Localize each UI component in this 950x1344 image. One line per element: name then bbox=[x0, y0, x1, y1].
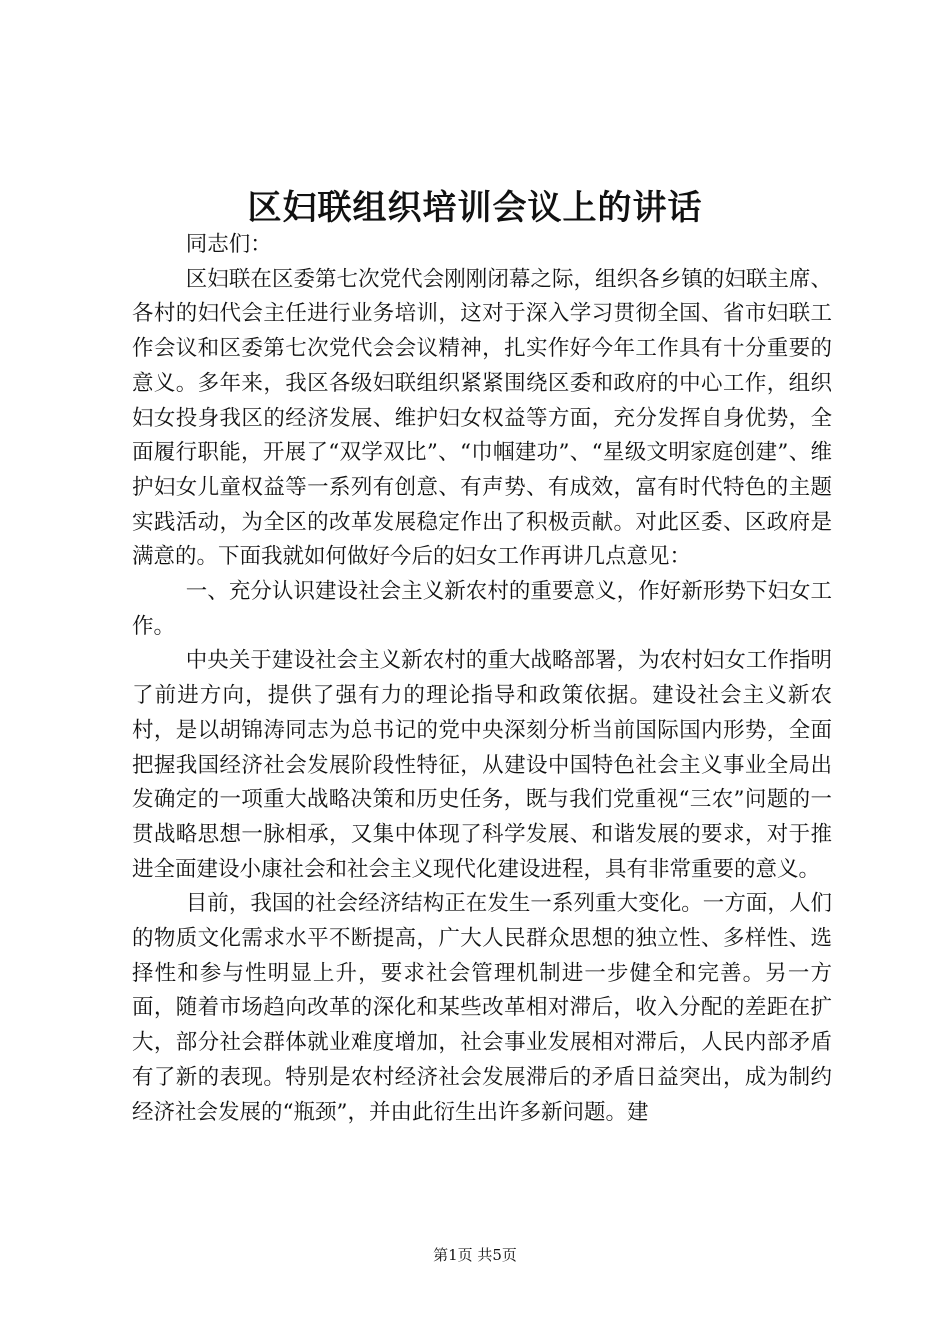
body-paragraph: 区妇联在区委第七次党代会刚刚闭幕之际，组织各乡镇的妇联主席、各村的妇代会主任进行业务培训，这对于深入学习贯彻全国、省市妇联工作会议和区委第七次党代会会议精神，扎实作好今年工作具有十分重要的意义。多年来，我区各级妇联组织紧紧围绕区委和政府的中心工作，组织妇女投身我区的经济发展、维护妇女权益等方面，充分发挥自身优势，全面履行职能，开展了“双学双比”、“巾帼建功”、“星级文明家庭创建”、维护妇女儿童权益等一系列有创意、有声势、有成效，富有时代特色的主题实践活动，为全区的改革发展稳定作出了积极贡献。对此区委、区政府是满意的。下面我就如何做好今后的妇女工作再讲几点意见： bbox=[132, 266, 832, 570]
section-heading-paragraph: 一、充分认识建设社会主义新农村的重要意义，作好新形势下妇女工作。 bbox=[132, 579, 832, 639]
salutation-paragraph: 同志们： bbox=[185, 232, 272, 257]
page-footer: 第1页 共5页 bbox=[433, 1246, 517, 1264]
document-title: 区妇联组织培训会议上的讲话 bbox=[247, 188, 703, 228]
body-paragraph: 目前，我国的社会经济结构正在发生一系列重大变化。一方面，人们的物质文化需求水平不断提高，广大人民群众思想的独立性、多样性、选择性和参与性明显上升，要求社会管理机制进一步健全和完善。另一方面，随着市场趋向改革的深化和某些改革相对滞后，收入分配的差距在扩大，部分社会群体就业难度增加，社会事业发展相对滞后，人民内部矛盾有了新的表现。特别是农村经济社会发展滞后的矛盾日益突出，成为制约经济社会发展的“瓶颈”，并由此衍生出许多新问题。建 bbox=[132, 891, 832, 1125]
body-paragraph: 中央关于建设社会主义新农村的重大战略部署，为农村妇女工作指明了前进方向，提供了强有力的理论指导和政策依据。建设社会主义新农村，是以胡锦涛同志为总书记的党中央深刻分析当前国际国内形势，全面把握我国经济社会发展阶段性特征，从建设中国特色社会主义事业全局出发确定的一项重大战略决策和历史任务，既与我们党重视“三农”问题的一贯战略思想一脉相承，又集中体现了科学发展、和谐发展的要求，对于推进全面建设小康社会和社会主义现代化建设进程，具有非常重要的意义。 bbox=[132, 648, 832, 882]
document-body bbox=[132, 228, 832, 1130]
